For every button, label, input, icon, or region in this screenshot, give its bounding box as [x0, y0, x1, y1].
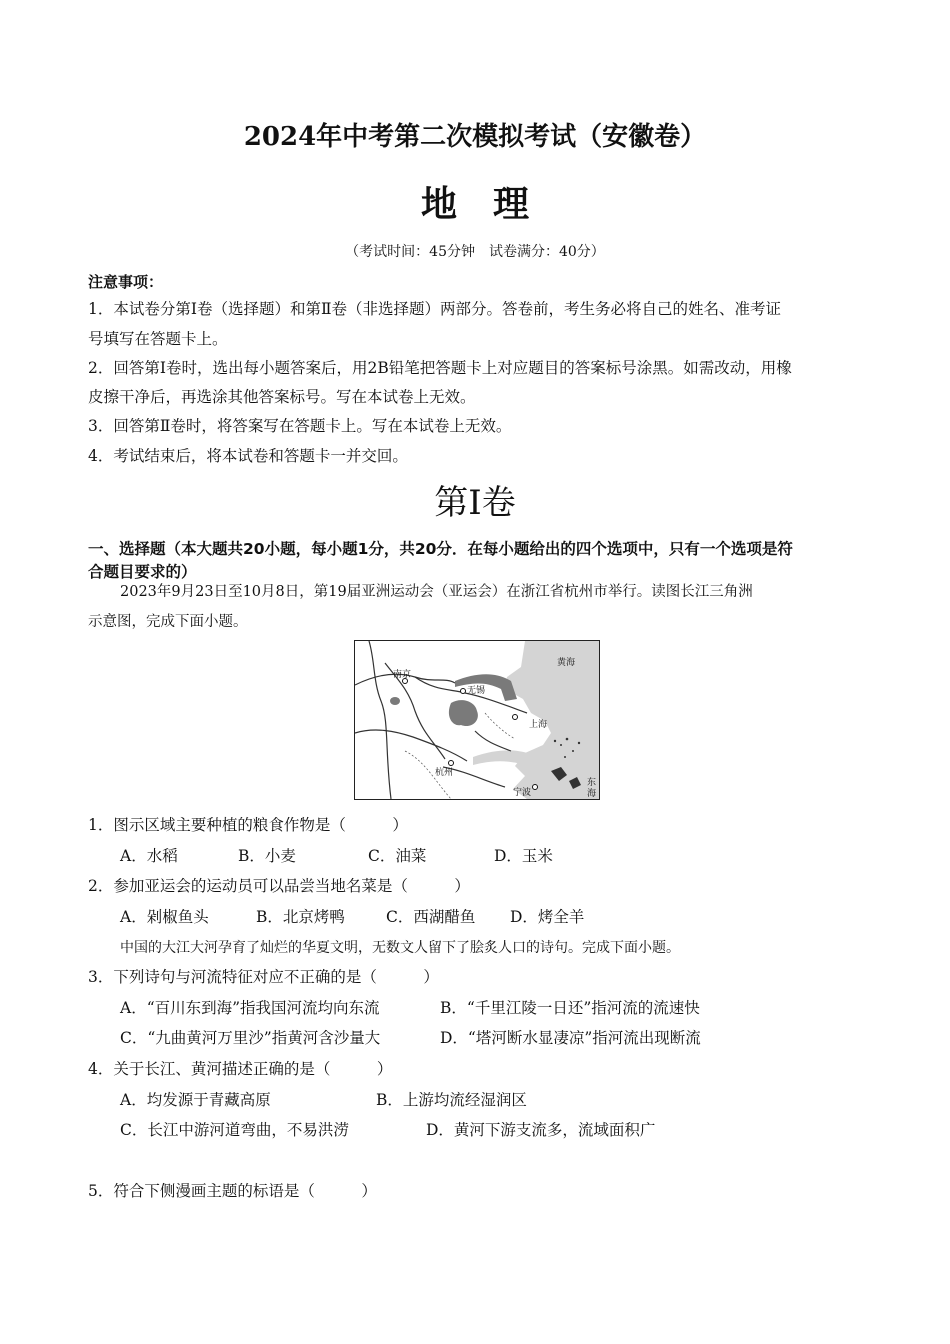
notice-line: 号填写在答题卡上。 — [88, 330, 228, 348]
small-lake — [390, 697, 400, 705]
subject-char-1: 地 — [420, 183, 457, 225]
question-5-stem: 5．符合下侧漫画主题的标语是（ ） — [88, 1182, 377, 1200]
ningbo-marker — [533, 785, 538, 790]
yangtze-delta-map — [354, 640, 600, 800]
subject-title — [0, 176, 950, 227]
q2-option-c: C．西湖醋鱼 — [386, 908, 476, 926]
q4-option-a: A．均发源于青藏高原 — [120, 1091, 271, 1109]
notice-line: 皮擦干净后，再选涂其他答案标号。写在本试卷上无效。 — [88, 388, 476, 406]
hangzhou-bay — [473, 750, 527, 765]
q3-option-d: D．“塔河断水显凄凉”指河流出现断流 — [440, 1029, 701, 1047]
q4-option-c: C．长江中游河道弯曲，不易洪涝 — [120, 1121, 349, 1139]
q1-option-c: C．油菜 — [368, 847, 427, 865]
question-3-stem: 3．下列诗句与河流特征对应不正确的是（ ） — [88, 968, 439, 986]
q3-option-a: A．“百川东到海”指我国河流均向东流 — [120, 999, 380, 1017]
sea-area — [505, 641, 599, 799]
map-label-nanjing: 南京 — [393, 670, 412, 680]
hangzhou-marker — [449, 761, 454, 766]
question-4-stem: 4．关于长江、黄河描述正确的是（ ） — [88, 1060, 393, 1078]
rail-line — [475, 731, 511, 751]
map-label-wuxi: 无锡 — [467, 686, 486, 696]
q2-option-a: A．剁椒鱼头 — [120, 908, 209, 926]
q2-option-b: B．北京烤鸭 — [256, 908, 345, 926]
rail-line — [355, 730, 467, 761]
q3-option-b: B．“千里江陵一日还”指河流的流速快 — [440, 999, 700, 1017]
q1-option-b: B．小麦 — [238, 847, 296, 865]
exam-time-info: （考试时间：45分钟 试卷满分：40分） — [345, 244, 605, 260]
intro-text-line2: 示意图，完成下面小题。 — [88, 614, 248, 630]
q3-option-c: C．“九曲黄河万里沙”指黄河含沙量大 — [120, 1029, 381, 1047]
subject-char-2: 理 — [493, 183, 530, 225]
notice-line: 1．本试卷分第Ⅰ卷（选择题）和第Ⅱ卷（非选择题）两部分。答卷前，考生务必将自己的姓名、准考证 — [88, 300, 782, 318]
section-heading-line2: 合题目要求的） — [88, 563, 197, 581]
volume-title: 第Ⅰ卷 — [434, 483, 516, 523]
q1-option-d: D．玉米 — [494, 847, 553, 865]
wuxi-marker — [461, 689, 466, 694]
taihu-lake — [449, 700, 478, 726]
section-heading-line1: 一、选择题（本大题共20小题，每小题1分，共20分．在每小题给出的四个选项中，只有一个选项是符 — [88, 540, 793, 558]
map-label-huanghai: 黄海 — [557, 658, 576, 668]
map-label-shanghai: 上海 — [529, 720, 548, 730]
question-1-stem: 1．图示区域主要种植的粮食作物是（ ） — [88, 816, 408, 834]
map-label-donghai: 海 — [587, 789, 597, 799]
province-border — [369, 641, 391, 799]
question-2-stem: 2．参加亚运会的运动员可以品尝当地名菜是（ ） — [88, 877, 470, 895]
notice-line: 4．考试结束后，将本试卷和答题卡一并交回。 — [88, 447, 408, 465]
notice-line: 3．回答第Ⅱ卷时，将答案写在答题卡上。写在本试卷上无效。 — [88, 417, 512, 435]
q1-option-a: A．水稻 — [120, 847, 178, 865]
exam-title: 2024年中考第二次模拟考试（安徽卷） — [243, 122, 707, 152]
intro-text-2: 中国的大江大河孕育了灿烂的华夏文明，无数文人留下了脍炙人口的诗句。完成下面小题。 — [120, 940, 680, 956]
map-label-ningbo: 宁波 — [513, 788, 532, 798]
shanghai-marker — [513, 715, 518, 720]
q4-option-d: D．黄河下游支流多，流域面积广 — [426, 1121, 656, 1139]
border-line — [485, 713, 515, 739]
intro-text-line1: 2023年9月23日至10月8日，第19届亚洲运动会（亚运会）在浙江省杭州市举行。读图长江三角洲 — [120, 584, 753, 600]
notice-heading: 注意事项： — [88, 273, 164, 291]
notice-line: 2．回答第Ⅰ卷时，选出每小题答案后，用2B铅笔把答题卡上对应题目的答案标号涂黑。如需改动，用橡 — [88, 359, 792, 377]
map-label-hangzhou: 杭州 — [435, 768, 454, 778]
map-label-donghai: 东 — [587, 778, 597, 788]
q4-option-b: B．上游均流经湿润区 — [376, 1091, 527, 1109]
q2-option-d: D．烤全羊 — [510, 908, 585, 926]
